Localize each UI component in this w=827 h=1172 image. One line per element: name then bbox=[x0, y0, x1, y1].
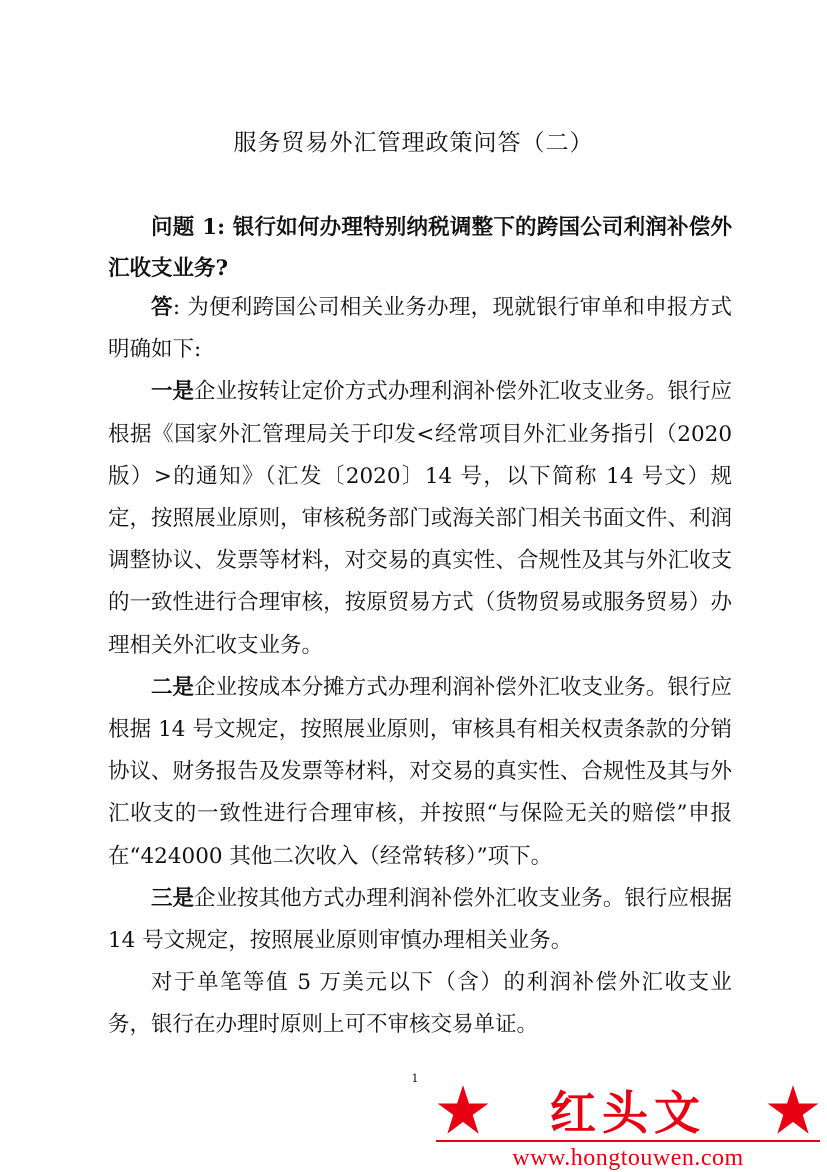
answer-paragraph bbox=[108, 371, 732, 666]
paragraph-text: 企业按成本分摊方式办理利润补偿外汇收支业务。银行应根据 14 号文规定，按照展业原则，审核具有相关权责条款的分销协议、财务报告及发票等材料，对交易的真实性、合规性及其与外汇收支的一致性进行合理审核，并按照“与保险无关的赔偿”申报在“424000 其他二次收入（经常转移）”项下。 bbox=[108, 674, 732, 869]
page-number: 1 bbox=[411, 1072, 419, 1085]
watermark-text: 红头文 bbox=[550, 1086, 706, 1140]
answer-paragraph bbox=[108, 287, 732, 371]
answer-paragraph bbox=[108, 878, 732, 962]
watermark-banner bbox=[436, 1082, 820, 1138]
paragraph-text: 对于单笔等值 5 万美元以下（含）的利润补偿外汇收支业务，银行在办理时原则上可不审核交易单证。 bbox=[108, 970, 732, 1038]
document-title: 服务贸易外汇管理政策问答（二） bbox=[233, 130, 594, 156]
paragraph-lead: 一是 bbox=[151, 379, 195, 405]
question-heading: 问题 1: 银行如何办理特别纳税调整下的跨国公司利润补偿外汇收支业务? bbox=[108, 215, 732, 281]
answer-paragraph bbox=[108, 667, 732, 878]
watermark bbox=[436, 1082, 820, 1170]
watermark-url: www.hongtouwen.com bbox=[512, 1145, 744, 1171]
answer-body bbox=[108, 287, 732, 1047]
star-icon bbox=[436, 1083, 490, 1137]
paragraph-text: : 为便利跨国公司相关业务办理，现就银行审单和申报方式明确如下: bbox=[108, 295, 732, 363]
star-icon bbox=[766, 1083, 820, 1137]
paragraph-lead: 答 bbox=[151, 295, 173, 320]
paragraph-text: 企业按转让定价方式办理利润补偿外汇收支业务。银行应根据《国家外汇管理局关于印发<经常项目外汇业务指引（2020 版）>的通知》（汇发〔2020〕14 号，以下简称 14 号文）规定，按照展业原则，审核税务部门或海关部门相关书面文件、利润调整协议、发票等材料，对交易的真实性、合规性及其与外汇收支的一致性进行合理审核，按原贸易方式（货物贸易或服务贸易）办理相关外汇收支业务。 bbox=[108, 379, 732, 658]
paragraph-lead: 三是 bbox=[151, 885, 195, 911]
paragraph-lead: 二是 bbox=[151, 674, 195, 700]
answer-paragraph bbox=[108, 962, 732, 1046]
paragraph-text: 企业按其他方式办理利润补偿外汇收支业务。银行应根据 14 号文规定，按照展业原则审慎办理相关业务。 bbox=[108, 885, 732, 954]
